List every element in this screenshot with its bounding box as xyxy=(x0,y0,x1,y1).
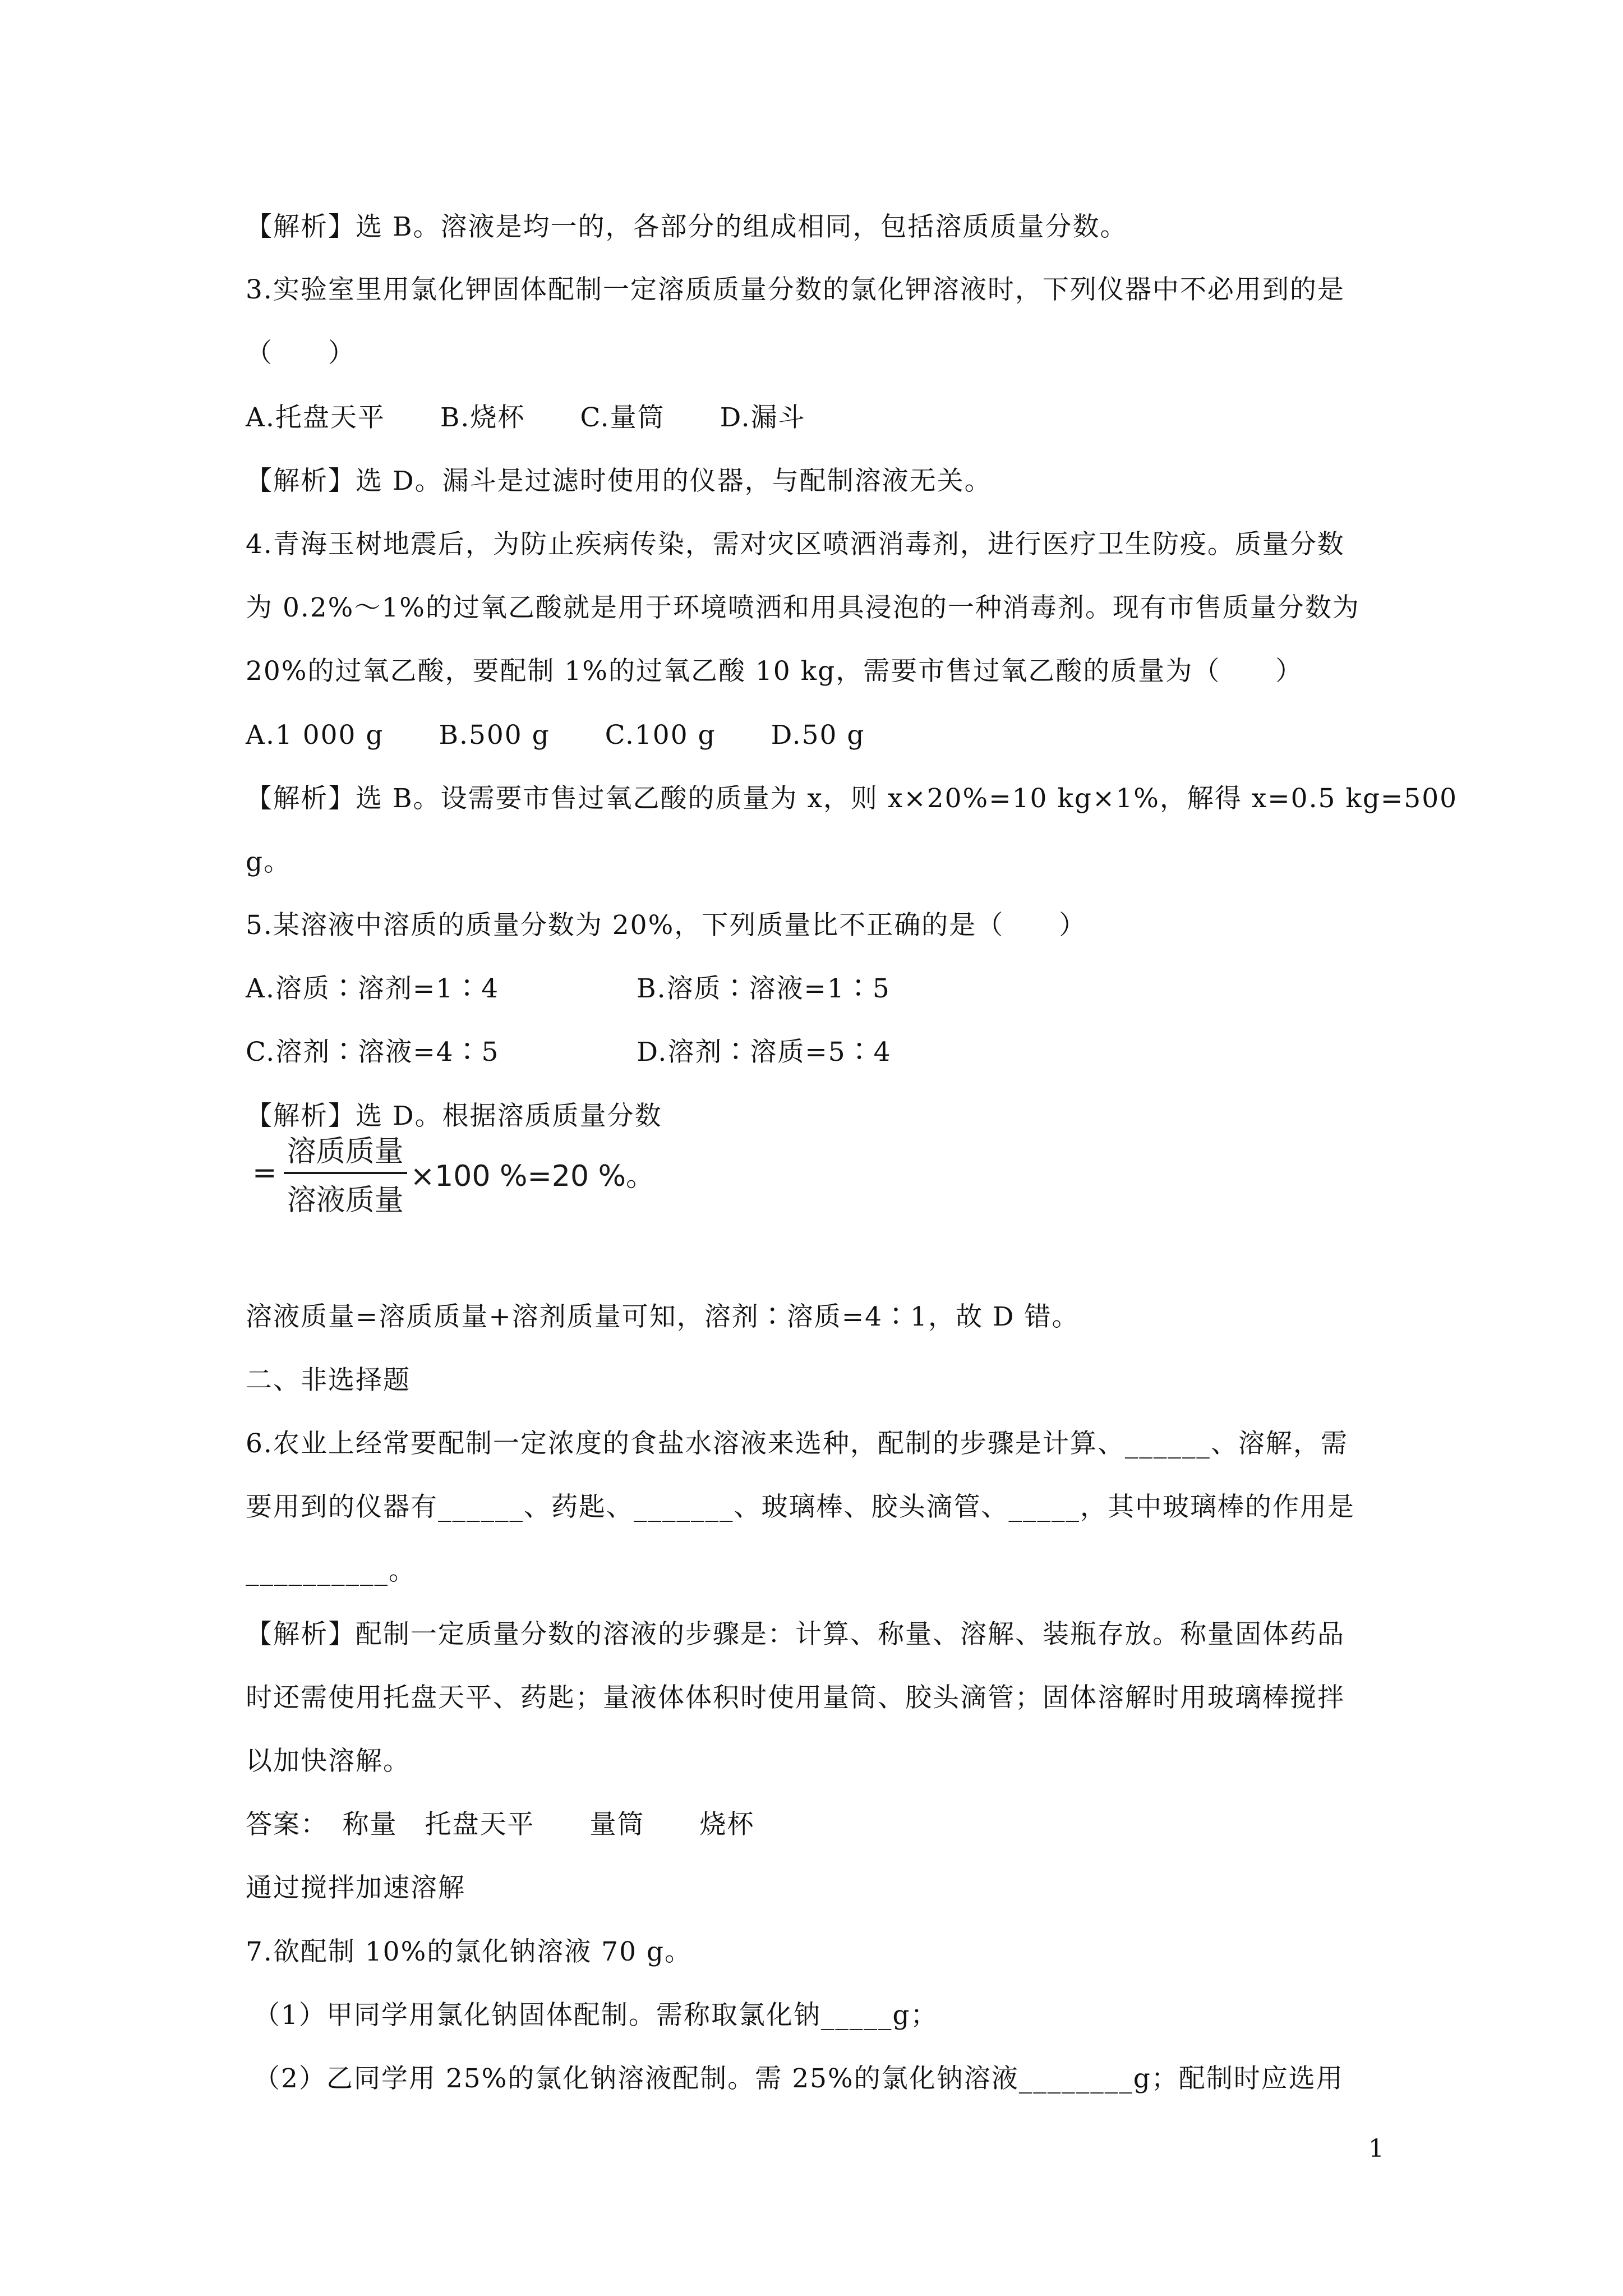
question-3-options: A.托盘天平 B.烧杯 C.量筒 D.漏斗 xyxy=(246,402,806,433)
analysis-q4-line1: 【解析】选 B。设需要市售过氧乙酸的质量为 x，则 x×20%=10 kg×1%，解得 x=0.5 kg=500 xyxy=(246,783,1458,814)
formula-numerator: 溶质质量 xyxy=(287,1135,404,1168)
question-7-part1: （1）甲同学用氯化钠固体配制。需称取氯化钠_____g； xyxy=(253,2000,938,2031)
question-4-line1: 4.青海玉树地震后，为防止疾病传染，需对灾区喷洒消毒剂，进行医疗卫生防疫。质量分数 xyxy=(246,529,1345,560)
analysis-q4-line2: g。 xyxy=(246,846,292,877)
analysis-q3: 【解析】选 D。漏斗是过滤时使用的仪器，与配制溶液无关。 xyxy=(246,466,992,496)
question-5: 5.某溶液中溶质的质量分数为 20%，下列质量比不正确的是（ ） xyxy=(246,910,1087,941)
formula-fraction xyxy=(284,1128,407,1218)
question-7: 7.欲配制 10%的氯化钠溶液 70 g。 xyxy=(246,1936,693,1967)
question-4-line2: 为 0.2%～1%的过氧乙酸就是用于环境喷洒和用具浸泡的一种消毒剂。现有市售质量分数为 xyxy=(246,592,1360,623)
analysis-q6-line2: 时还需使用托盘天平、药匙；量液体体积时使用量筒、胶头滴管；固体溶解时用玻璃棒搅拌 xyxy=(246,1682,1345,1713)
formula-denominator: 溶液质量 xyxy=(287,1184,404,1217)
question-6-line2: 要用到的仪器有______、药匙、_______、玻璃棒、胶头滴管、_____，其中玻璃棒的作用是 xyxy=(246,1492,1355,1522)
question-5-options-ab: A.溶质∶溶剂=1∶4 B.溶质∶溶液=1∶5 xyxy=(246,973,891,1004)
analysis-q6-line3: 以加快溶解。 xyxy=(246,1746,411,1777)
analysis-q5-conclusion: 溶液质量=溶质质量+溶剂质量可知，溶剂∶溶质=4∶1，故 D 错。 xyxy=(246,1301,1080,1332)
question-3: 3.实验室里用氯化钾固体配制一定溶质质量分数的氯化钾溶液时，下列仪器中不必用到的是 xyxy=(246,274,1345,305)
page-number: 1 xyxy=(1368,2134,1384,2163)
formula-tail: ×100 %=20 %。 xyxy=(410,1159,656,1193)
mass-fraction-formula xyxy=(252,1128,655,1218)
analysis-q5: 【解析】选 D。根据溶质质量分数 xyxy=(246,1101,662,1131)
question-4-line3: 20%的过氧乙酸，要配制 1%的过氧乙酸 10 kg，需要市售过氧乙酸的质量为（ ） xyxy=(246,656,1303,687)
analysis-q6-line1: 【解析】配制一定质量分数的溶液的步骤是：计算、称量、溶解、装瓶存放。称量固体药品 xyxy=(246,1619,1345,1650)
fraction-bar xyxy=(284,1172,407,1174)
formula-equals: = xyxy=(252,1156,277,1190)
question-3-paren: （ ） xyxy=(246,338,356,369)
question-7-part2: （2）乙同学用 25%的氯化钠溶液配制。需 25%的氯化钠溶液________g；配制时应选用 xyxy=(253,2063,1344,2094)
question-5-options-cd: C.溶剂∶溶液=4∶5 D.溶剂∶溶质=5∶4 xyxy=(246,1037,892,1068)
analysis-q2: 【解析】选 B。溶液是均一的，各部分的组成相同，包括溶质质量分数。 xyxy=(246,211,1128,242)
question-4-options: A.1 000 g B.500 g C.100 g D.50 g xyxy=(246,720,865,751)
answer-q6: 答案： 称量 托盘天平 量筒 烧杯 xyxy=(246,1809,755,1840)
answer-q6-glass-rod: 通过搅拌加速溶解 xyxy=(246,1872,465,1903)
question-6-line1: 6.农业上经常要配制一定浓度的食盐水溶液来选种，配制的步骤是计算、______、溶解，需 xyxy=(246,1428,1348,1459)
question-6-line3: __________。 xyxy=(246,1556,416,1586)
section-heading: 二、非选择题 xyxy=(246,1365,411,1396)
